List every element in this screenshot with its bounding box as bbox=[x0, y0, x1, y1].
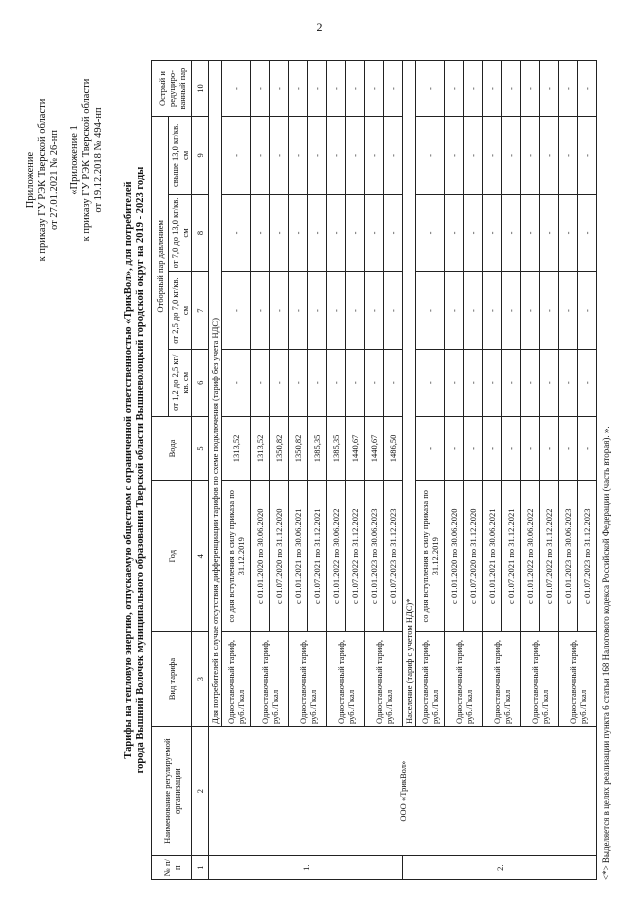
tariff-period: с 01.07.2020 по 31.12.2020 bbox=[463, 481, 482, 632]
tariff-cell-c8: - bbox=[345, 194, 364, 272]
document-title bbox=[123, 60, 147, 880]
tariff-water: - bbox=[444, 416, 463, 481]
tariff-water: - bbox=[577, 416, 596, 481]
tariff-cell-c8: - bbox=[269, 194, 288, 272]
tariff-water: - bbox=[539, 416, 558, 481]
tariff-cell-c7: - bbox=[345, 272, 364, 350]
tariff-cell-c7: - bbox=[577, 272, 596, 350]
tariff-period: с 01.01.2020 по 30.06.2020 bbox=[444, 481, 463, 632]
tariff-period: с 01.01.2020 по 30.06.2020 bbox=[250, 481, 269, 632]
tariff-cell-c9: - bbox=[221, 117, 250, 195]
header-line: от 27.01.2021 № 26-нп bbox=[48, 129, 60, 231]
tariff-cell-c10: - bbox=[558, 61, 577, 117]
tariff-water: 1486,50 bbox=[383, 416, 402, 481]
tariff-cell-c9: - bbox=[539, 117, 558, 195]
tariff-cell-c8: - bbox=[221, 194, 250, 272]
tariff-cell-c10: - bbox=[326, 61, 345, 117]
tariff-cell-c8: - bbox=[501, 194, 520, 272]
tariff-water: 1313,52 bbox=[221, 416, 250, 481]
tariff-period: с 01.07.2022 по 31.12.2022 bbox=[345, 481, 364, 632]
tariff-period: с 01.07.2021 по 31.12.2021 bbox=[307, 481, 326, 632]
footnote-divider bbox=[596, 760, 597, 880]
tariff-cell-c8: - bbox=[520, 194, 539, 272]
header-pressure-2: от 2,5 до 7,0 кг/кв. см bbox=[168, 272, 191, 350]
tariff-period: с 01.01.2021 по 30.06.2021 bbox=[288, 481, 307, 632]
tariff-cell-c10: - bbox=[288, 61, 307, 117]
tariff-water: - bbox=[520, 416, 539, 481]
column-number: 3 bbox=[191, 632, 208, 727]
tariff-period: с 01.07.2023 по 31.12.2023 bbox=[577, 481, 596, 632]
tariff-period: со дня вступления в силу приказа по 31.12.2019 bbox=[415, 481, 444, 632]
tariff-cell-c7: - bbox=[444, 272, 463, 350]
tariff-cell-c9: - bbox=[520, 117, 539, 195]
tariff-cell-c9: - bbox=[364, 117, 383, 195]
tariff-period: с 01.07.2022 по 31.12.2022 bbox=[539, 481, 558, 632]
tariff-kind: Одноставочный тариф, руб./Гкал bbox=[482, 632, 520, 727]
tariff-cell-c7: - bbox=[221, 272, 250, 350]
tariff-kind: Одноставочный тариф, руб./Гкал bbox=[326, 632, 364, 727]
tariff-cell-c7: - bbox=[558, 272, 577, 350]
tariff-cell-c7: - bbox=[501, 272, 520, 350]
tariff-cell-c6: - bbox=[558, 349, 577, 416]
header-year: Год bbox=[151, 481, 191, 632]
column-number: 2 bbox=[191, 726, 208, 855]
tariff-cell-c8: - bbox=[558, 194, 577, 272]
section-number: 1. bbox=[208, 856, 402, 880]
tariff-water: 1350,82 bbox=[269, 416, 288, 481]
header-num: № п/ п bbox=[151, 856, 191, 880]
tariff-cell-c9: - bbox=[415, 117, 444, 195]
tariff-water: - bbox=[463, 416, 482, 481]
tariff-cell-c9: - bbox=[463, 117, 482, 195]
tariff-cell-c9: - bbox=[326, 117, 345, 195]
tariff-period: со дня вступления в силу приказа по 31.12.2019 bbox=[221, 481, 250, 632]
tariff-cell-c9: - bbox=[307, 117, 326, 195]
tariff-cell-c7: - bbox=[482, 272, 501, 350]
tariff-cell-c6: - bbox=[269, 349, 288, 416]
tariff-cell-c8: - bbox=[463, 194, 482, 272]
section-label: Население (тариф с учетом НДС)* bbox=[402, 61, 415, 727]
tariff-kind: Одноставочный тариф, руб./Гкал bbox=[250, 632, 288, 727]
column-number: 5 bbox=[191, 416, 208, 481]
tariff-cell-c6: - bbox=[345, 349, 364, 416]
tariff-cell-c8: - bbox=[482, 194, 501, 272]
tariff-cell-c10: - bbox=[345, 61, 364, 117]
column-number: 8 bbox=[191, 194, 208, 272]
tariff-cell-c8: - bbox=[444, 194, 463, 272]
tariff-period: с 01.01.2023 по 30.06.2023 bbox=[364, 481, 383, 632]
header-tariff-kind: Вид тарифа bbox=[151, 632, 191, 727]
tariff-cell-c8: - bbox=[326, 194, 345, 272]
tariff-cell-c6: - bbox=[444, 349, 463, 416]
tariff-cell-c7: - bbox=[520, 272, 539, 350]
tariff-cell-c10: - bbox=[250, 61, 269, 117]
tariff-kind: Одноставочный тариф, руб./Гкал bbox=[288, 632, 326, 727]
tariff-cell-c6: - bbox=[383, 349, 402, 416]
tariff-cell-c7: - bbox=[269, 272, 288, 350]
tariffs-table bbox=[151, 60, 597, 880]
tariff-water: 1350,82 bbox=[288, 416, 307, 481]
column-number: 4 bbox=[191, 481, 208, 632]
header-water: Вода bbox=[151, 416, 191, 481]
tariff-cell-c6: - bbox=[501, 349, 520, 416]
tariff-cell-c7: - bbox=[364, 272, 383, 350]
column-number: 7 bbox=[191, 272, 208, 350]
header-appendix-original bbox=[69, 60, 105, 260]
tariff-cell-c9: - bbox=[558, 117, 577, 195]
tariff-cell-c6: - bbox=[250, 349, 269, 416]
tariff-water: - bbox=[558, 416, 577, 481]
tariff-water: - bbox=[415, 416, 444, 481]
tariff-cell-c6: - bbox=[520, 349, 539, 416]
column-number-row bbox=[191, 61, 208, 880]
tariff-cell-c6: - bbox=[307, 349, 326, 416]
tariff-cell-c9: - bbox=[383, 117, 402, 195]
header-org: Наименование регулируемой организации bbox=[151, 726, 191, 855]
tariff-water: - bbox=[501, 416, 520, 481]
tariff-cell-c10: - bbox=[577, 61, 596, 117]
column-number: 10 bbox=[191, 61, 208, 117]
tariff-kind: Одноставочный тариф, руб./Гкал bbox=[364, 632, 402, 727]
tariff-cell-c8: - bbox=[577, 194, 596, 272]
tariff-water: 1440,67 bbox=[345, 416, 364, 481]
tariff-kind: Одноставочный тариф, руб./Гкал bbox=[415, 632, 444, 727]
tariff-cell-c9: - bbox=[501, 117, 520, 195]
tariff-cell-c8: - bbox=[383, 194, 402, 272]
tariff-cell-c10: - bbox=[463, 61, 482, 117]
rotated-page-content bbox=[25, 60, 615, 880]
tariff-cell-c6: - bbox=[364, 349, 383, 416]
tariff-cell-c7: - bbox=[326, 272, 345, 350]
tariff-cell-c6: - bbox=[577, 349, 596, 416]
tariff-kind: Одноставочный тариф, руб./Гкал bbox=[558, 632, 596, 727]
organization-name: ООО «ТрикВол» bbox=[208, 726, 596, 855]
tariff-period: с 01.01.2021 по 30.06.2021 bbox=[482, 481, 501, 632]
header-line: от 19.12.2018 № 494-нп bbox=[92, 107, 104, 213]
tariff-cell-c8: - bbox=[250, 194, 269, 272]
tariff-cell-c7: - bbox=[250, 272, 269, 350]
tariff-cell-c6: - bbox=[482, 349, 501, 416]
tariff-cell-c8: - bbox=[288, 194, 307, 272]
header-row bbox=[151, 61, 168, 880]
tariff-water: 1385,35 bbox=[307, 416, 326, 481]
tariff-cell-c6: - bbox=[463, 349, 482, 416]
header-pressure-1: от 1,2 до 2,5 кг/кв. см bbox=[168, 349, 191, 416]
footnote: <*> Выделяется в целях реализации пункта 6 статьи 168 Налогового кодекса Российской Федерации (часть вторая). ». bbox=[600, 426, 611, 880]
column-number: 1 bbox=[191, 856, 208, 880]
header-line: «Приложение 1 bbox=[68, 125, 80, 195]
tariff-cell-c9: - bbox=[482, 117, 501, 195]
tariff-period: с 01.07.2020 по 31.12.2020 bbox=[269, 481, 288, 632]
tariff-cell-c7: - bbox=[307, 272, 326, 350]
tariff-cell-c10: - bbox=[444, 61, 463, 117]
tariff-cell-c10: - bbox=[520, 61, 539, 117]
tariff-cell-c10: - bbox=[482, 61, 501, 117]
tariff-cell-c7: - bbox=[539, 272, 558, 350]
tariff-cell-c6: - bbox=[221, 349, 250, 416]
tariff-cell-c8: - bbox=[307, 194, 326, 272]
tariff-period: с 01.01.2023 по 30.06.2023 bbox=[558, 481, 577, 632]
tariff-cell-c7: - bbox=[415, 272, 444, 350]
tariff-cell-c8: - bbox=[539, 194, 558, 272]
tariff-cell-c9: - bbox=[288, 117, 307, 195]
tariff-cell-c10: - bbox=[221, 61, 250, 117]
tariff-cell-c9: - bbox=[269, 117, 288, 195]
header-line: Приложение bbox=[24, 151, 36, 209]
tariff-cell-c10: - bbox=[539, 61, 558, 117]
tariff-cell-c9: - bbox=[444, 117, 463, 195]
title-line: города Вышний Волочек муниципального образования Тверской области Вышневолоцкий городской округ на 2019 - 2023 годы bbox=[134, 166, 146, 774]
tariff-cell-c9: - bbox=[250, 117, 269, 195]
tariff-cell-c7: - bbox=[288, 272, 307, 350]
title-line: Тарифы на тепловую энергию, отпускаемую обществом с ограниченной ответственностью «ТрикВол», для потребителей bbox=[122, 181, 134, 759]
page-number: 2 bbox=[316, 20, 323, 34]
tariff-cell-c10: - bbox=[269, 61, 288, 117]
header-line: к приказу ГУ РЭК Тверской области bbox=[36, 98, 48, 262]
tariff-kind: Одноставочный тариф, руб./Гкал bbox=[444, 632, 482, 727]
tariff-cell-c9: - bbox=[345, 117, 364, 195]
column-number: 9 bbox=[191, 117, 208, 195]
table-body bbox=[208, 61, 596, 880]
header-pressure-4: свыше 13,0 кг/кв. см bbox=[168, 117, 191, 195]
tariff-kind: Одноставочный тариф, руб./Гкал bbox=[221, 632, 250, 727]
section-number: 2. bbox=[402, 856, 596, 880]
tariff-cell-c6: - bbox=[415, 349, 444, 416]
header-sharp-steam: Острый и редуциро-ванный пар bbox=[151, 61, 191, 117]
tariff-cell-c10: - bbox=[307, 61, 326, 117]
tariff-period: с 01.07.2023 по 31.12.2023 bbox=[383, 481, 402, 632]
tariff-cell-c10: - bbox=[364, 61, 383, 117]
tariff-water: - bbox=[482, 416, 501, 481]
tariff-cell-c6: - bbox=[288, 349, 307, 416]
header-appendix bbox=[25, 80, 61, 280]
tariff-cell-c10: - bbox=[383, 61, 402, 117]
tariff-water: 1440,67 bbox=[364, 416, 383, 481]
tariff-cell-c6: - bbox=[326, 349, 345, 416]
tariff-period: с 01.01.2022 по 30.06.2022 bbox=[326, 481, 345, 632]
tariff-cell-c6: - bbox=[539, 349, 558, 416]
section-label: Для потребителей в случае отсутствия дифференциации тарифов по схеме подключения (тариф без учета НДС) bbox=[208, 61, 221, 727]
tariff-period: с 01.07.2021 по 31.12.2021 bbox=[501, 481, 520, 632]
column-number: 6 bbox=[191, 349, 208, 416]
tariff-cell-c7: - bbox=[463, 272, 482, 350]
tariff-kind: Одноставочный тариф, руб./Гкал bbox=[520, 632, 558, 727]
header-pressure-3: от 7,0 до 13,0 кг/кв. см bbox=[168, 194, 191, 272]
header-steam: Отборный пар давлением bbox=[151, 117, 168, 417]
tariff-water: 1385,35 bbox=[326, 416, 345, 481]
section-row bbox=[208, 61, 221, 880]
tariff-cell-c8: - bbox=[415, 194, 444, 272]
tariff-cell-c8: - bbox=[364, 194, 383, 272]
tariff-cell-c10: - bbox=[501, 61, 520, 117]
tariff-cell-c10: - bbox=[415, 61, 444, 117]
tariff-water: 1313,52 bbox=[250, 416, 269, 481]
tariff-period: с 01.01.2022 по 30.06.2022 bbox=[520, 481, 539, 632]
tariff-cell-c7: - bbox=[383, 272, 402, 350]
header-line: к приказу ГУ РЭК Тверской области bbox=[80, 78, 92, 242]
tariff-cell-c9: - bbox=[577, 117, 596, 195]
